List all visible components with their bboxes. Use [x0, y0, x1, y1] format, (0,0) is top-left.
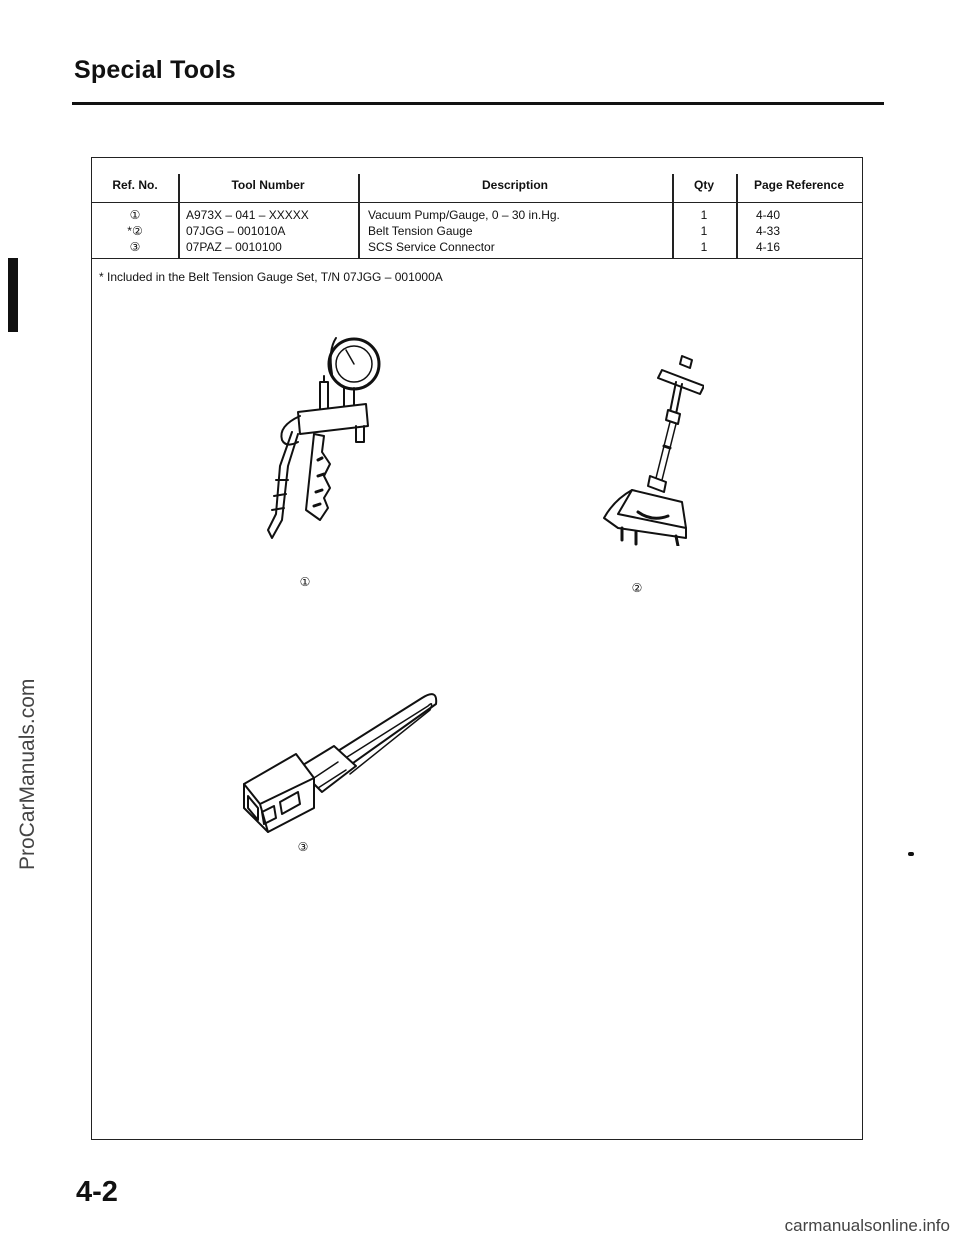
description-cell: SCS Service Connector [368, 240, 495, 254]
page-number: 4-2 [76, 1176, 118, 1208]
page-reference-cell: 4-16 [756, 240, 781, 254]
qty-cell: 1 [700, 224, 708, 238]
tools-frame [91, 157, 863, 1140]
qty-cell: 1 [700, 208, 708, 222]
scs-service-connector-illustration [238, 686, 464, 836]
side-watermark-text: ProCarManuals.com [16, 678, 39, 870]
ref-no-cell: ③ [129, 240, 141, 254]
table-footnote: * Included in the Belt Tension Gauge Set, T/N 07JGG – 001000A [99, 270, 443, 284]
qty-column [672, 207, 736, 255]
tool-number-column [186, 207, 356, 255]
callout-2: ② [631, 581, 643, 595]
page-title: Special Tools [74, 56, 236, 84]
belt-tension-gauge-illustration [592, 350, 704, 546]
page-reference-cell: 4-40 [756, 208, 781, 222]
title-rule [72, 102, 884, 105]
page-reference-column [756, 207, 856, 255]
tool-number-cell: 07PAZ – 0010100 [186, 240, 282, 254]
callout-3: ③ [297, 840, 309, 854]
margin-dot [908, 852, 914, 856]
section-tab-marker [8, 258, 18, 332]
vacuum-pump-gauge-illustration [258, 330, 382, 546]
table-header-row [92, 158, 862, 203]
tool-number-cell: A973X – 041 – XXXXX [186, 208, 309, 222]
bottom-watermark: carmanualsonline.info [784, 1216, 950, 1235]
header-description: Description [481, 178, 548, 192]
description-column [368, 207, 668, 255]
header-tool-number: Tool Number [231, 178, 305, 192]
ref-no-column [92, 207, 178, 255]
qty-cell: 1 [700, 240, 708, 254]
table-body-row [92, 202, 862, 259]
description-cell: Belt Tension Gauge [368, 224, 473, 238]
ref-no-cell: *② [127, 224, 143, 238]
description-cell: Vacuum Pump/Gauge, 0 – 30 in.Hg. [368, 208, 560, 222]
header-ref-no: Ref. No. [112, 178, 158, 192]
ref-no-cell: ① [129, 208, 141, 222]
page-reference-cell: 4-33 [756, 224, 781, 238]
callout-1: ① [299, 575, 311, 589]
header-qty: Qty [693, 178, 714, 192]
tool-number-cell: 07JGG – 001010A [186, 224, 286, 238]
header-page-reference: Page Reference [753, 178, 845, 192]
